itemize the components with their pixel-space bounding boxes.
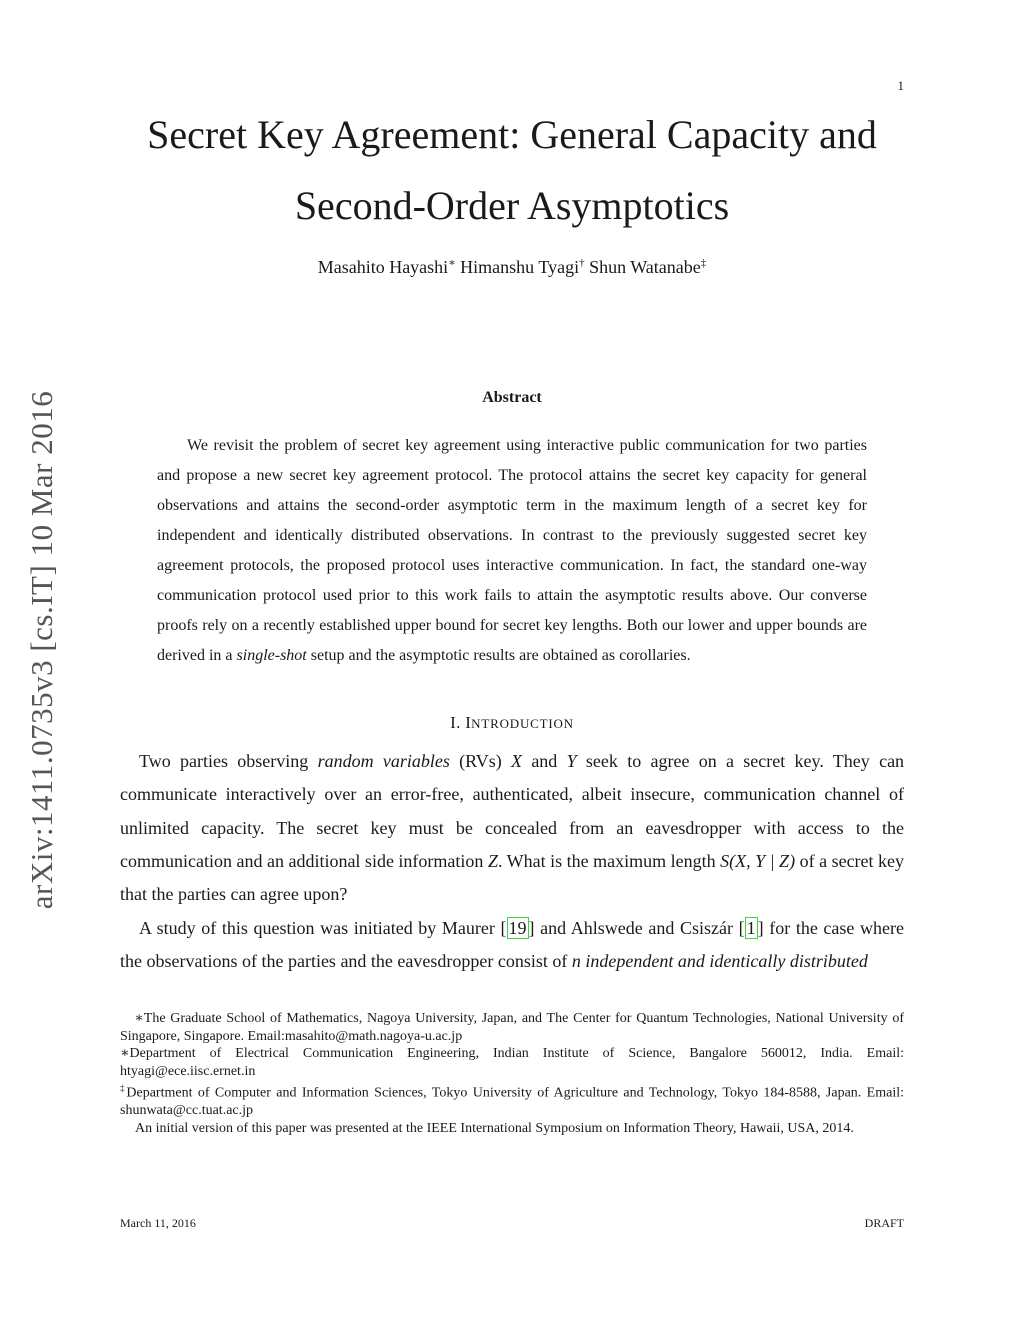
author-affiliation-mark: ‡ (700, 257, 707, 269)
author-name: Masahito Hayashi (317, 257, 449, 277)
body-text: Two parties observing (139, 751, 309, 771)
footnote-text: An initial version of this paper was presented at the IEEE International Symposium on Information Theory, Hawaii, USA, 2014. (135, 1120, 854, 1136)
section-heading (0, 713, 1024, 733)
citation-link[interactable]: 1 (746, 918, 756, 938)
body-paragraph: A study of this question was initiated by Maurer [ 19 ] and Ahlswede and Csiszár [ 1 ] for the case where the observations of the parties and the eavesdropper consist of n independent and identically distributed (120, 918, 904, 972)
abstract-text: We revisit the problem of secret key agreement using interactive public communication for two parties and propose a new secret key agreement protocol. The protocol attains the secret key capacity for general observations and attains the second-order asymptotic term in the maximum length of a secret key for independent and identically distributed observations. In contrast to the previously suggested secret key agreement protocols, the proposed protocol uses interactive communication. In fact, the standard one-way communication protocol used prior to this work fails to attain the asymptotic results above. Our converse proofs rely on a recently established upper bound for secret key lengths. Both our lower and upper bounds are derived in a (157, 437, 867, 664)
footnotes (120, 1010, 904, 1137)
body-text: and Ahlswede and Csiszár (540, 918, 733, 938)
section-numeral: I. (450, 713, 461, 732)
body-text: . What is the maximum length (497, 850, 716, 871)
paper-title-line-1: Secret Key Agreement: General Capacity and (147, 112, 877, 157)
body-text: for the case where the observations of the parties and the eavesdropper consist of (120, 918, 904, 972)
footnote-text: Department of Electrical Communication Engineering, Indian Institute of Science, Bangalore 560012, India. Email: htyagi@ece.iisc.ernet.in (120, 1046, 904, 1079)
footnote (120, 1080, 904, 1120)
abstract-heading: Abstract (482, 389, 542, 406)
abstract-italic-term: single-shot (236, 647, 307, 664)
footnote-mark: ‡ (120, 1083, 127, 1093)
math-expression: S(X, Y | Z) (720, 850, 796, 871)
math-symbol: n (571, 951, 581, 972)
page-number: 1 (897, 78, 904, 93)
citation-link[interactable]: 19 (508, 918, 527, 938)
emphasized-term: random variables (317, 751, 450, 771)
math-symbol: Y (566, 751, 577, 771)
author-list (0, 256, 1024, 278)
body-text: of a secret key that the parties can agree upon? (120, 850, 905, 905)
footer-draft-label: DRAFT (864, 1216, 904, 1230)
footnote-text: Department of Computer and Information Sciences, Tokyo University of Agriculture and Technology, Tokyo 184-8588, Japan. Email: shunwata@cc.tuat.ac.jp (120, 1085, 904, 1119)
section-title-rest: NTRODUCTION (471, 716, 574, 731)
body-paragraph (120, 745, 904, 911)
abstract-text: setup and the asymptotic results are obtained as corollaries. (310, 647, 691, 664)
math-symbol: X (511, 751, 523, 771)
arxiv-identifier-stamp: arXiv:1411.0735v3 [cs.IT] 10 Mar 2016 (24, 390, 59, 910)
body-text: seek to agree on a secret key. They can communicate interactively over an error-free, authenticated, albeit insecure, communication channel of unlimited capacity. The secret key must be concealed from an eavesdropper with access to the communication and an additional side information (120, 751, 905, 871)
footnote (120, 1120, 904, 1138)
footnote-mark: ∗ (134, 1011, 144, 1026)
footnote-text: The Graduate School of Mathematics, Nagoya University, Japan, and The Center for Quantum Technologies, National University of Singapore, Singapore. Email:masahito@math.nagoya-u.ac.jp (120, 1011, 904, 1044)
author-affiliation-mark: ∗ (448, 257, 456, 269)
footnote-mark: ∗ (120, 1046, 130, 1061)
body-text: A study of this question was initiated by Maurer (139, 918, 495, 938)
paper-title-line-2: Second-Order Asymptotics (294, 183, 730, 228)
author-name: Himanshu Tyagi (460, 257, 580, 277)
body-text: and (531, 751, 558, 771)
footer-date: March 11, 2016 (120, 1216, 196, 1230)
footnote (120, 1010, 904, 1045)
author-affiliation-mark: † (579, 257, 585, 269)
math-symbol: Z (487, 850, 498, 871)
author-name: Shun Watanabe (589, 257, 701, 277)
abstract-body (157, 431, 867, 671)
section-title-initial: I (465, 713, 472, 732)
emphasized-term: independent and identically distributed (585, 951, 868, 972)
body-text: (RVs) (459, 751, 502, 771)
footnote (120, 1045, 904, 1080)
